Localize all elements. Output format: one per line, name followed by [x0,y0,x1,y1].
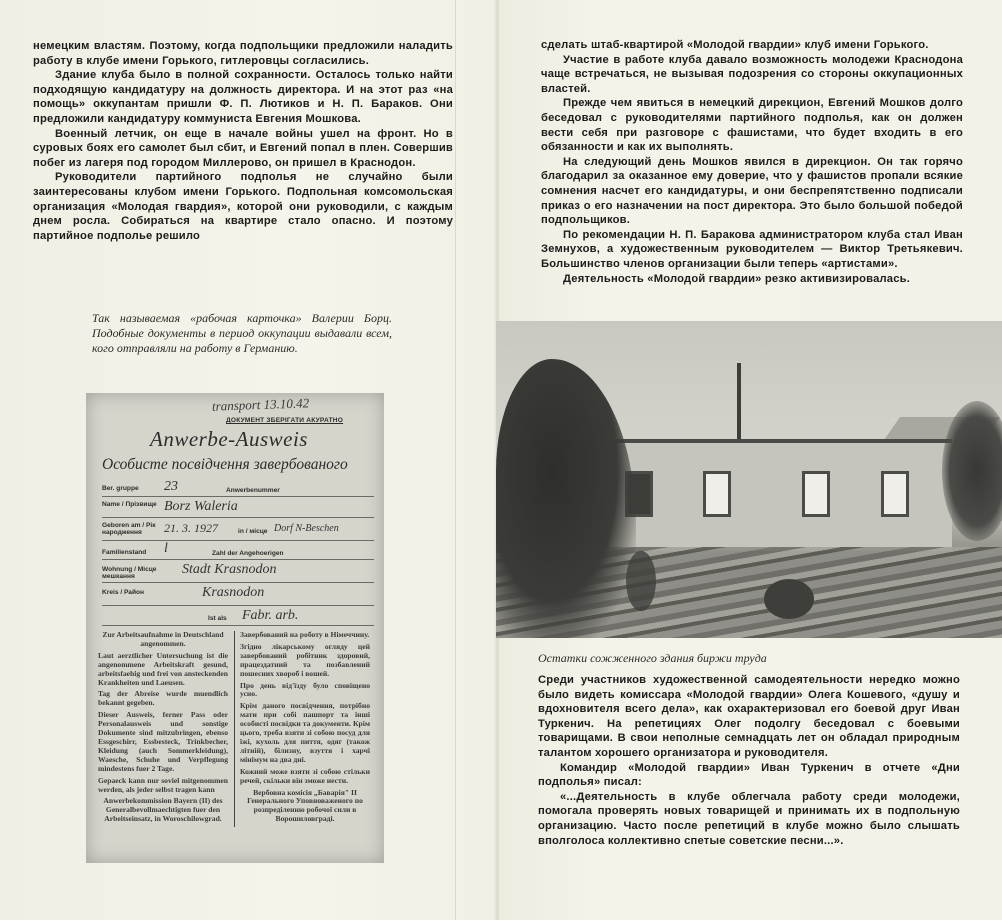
paragraph: По рекомендации Н. П. Баракова администратором клуба стал Иван Земнухов, а художественным руководителем — Виктор Третьякевич. Большинство членов организации были теперь «артистами». [541,228,963,270]
field-label: Anwerbenummer [226,487,280,494]
terms-paragraph: Згідно лікарському огляду цей завербований робітник здоровий, працездатний та позбавлений пошесних хвороб і вошей. [240,641,370,678]
paragraph: Прежде чем явиться в немецкий дирекцион, Евгений Мошков долго беседовал с руководителями партийного подполья, как он должен вести себя при разговоре с фашистами, что будет входить в его обязанности и как их выполнять. [541,97,963,154]
terms-paragraph: Zur Arbeitsaufnahme in Deutschland angenommen. [102,630,224,648]
terms-paragraph: Вербовна комісія „Баварія" II Генерального Уповноваженого по розпреділенню робочої сили в Ворошиловграді. [247,787,363,824]
document-figure-caption: Так называемая «рабочая карточка» Валерии Борц. Подобные документы в период оккупации выдавали всем, кого отправляли на работу в Германию. [92,311,392,356]
photo-bush [764,579,814,619]
field-district [102,583,374,606]
photo-window [703,471,731,517]
document-terms [98,631,374,827]
work-card-photo [86,393,384,863]
terms-paragraph: Gepaeck kann nur soviel mitgenommen werden, als jeder selbst tragen kann [98,775,228,794]
photo-ruined-wall [609,439,952,551]
quote-paragraph: «...Деятельность в клубе облегчала работу среди молодежи, помогала проверять новых товарищей и принимать их в подпольную организацию. Часто после репетиций в клубе можно было слышать вполголоса коллективно спетые советские песни...». [538,790,960,847]
paragraph: Руководители партийного подполья не случайно были заинтересованы клубом имени Горького. Подпольная комсомольская организация «Молодая гвардия», которой они руководили, с каждым днем росла. Собираться на квартире стало опасно. И поэтому партийное подполье решило [33,171,453,242]
terms-ukrainian [240,631,370,827]
column-divider [234,631,235,827]
left-body-text [33,39,453,243]
field-value: 21. 3. 1927 [164,521,218,535]
terms-paragraph: Dieser Ausweis, ferner Pass oder Personalausweis und sonstige Dokumente sind mitzubringen, ebenso Essgeschirr, Essbesteck, Trinkbecher, Kleidung (auch Sommerkleidung), Waesche, Schuhe und Verpflegung mindestens fuer 2 Tage. [98,710,228,773]
terms-paragraph: Крім даного посвідчення, потрібно мати при собі пашпорт та інші особисті посвідки та документи. Крім цього, треба взяти зі собою посуд для їжі, кухоль для пиття, одяг (також літній), білизну, взуття і харчі мінімум на два дні. [240,701,370,764]
paragraph: Среди участников художественной самодеятельности нередко можно было видеть комиссара «Молодой гвардии» Олега Кошевого, «душу и вдохновителя всего дела», как охарактеризовал его боевой друг Иван Туркенич. На репетициях Олег подолгу беседовал с боевыми товарищами. В свои неполные семнадцать лет он обладал природным талантом хорошего организатора и руководителя. [538,674,960,759]
field-value: l [164,541,168,556]
field-family-status [102,541,374,560]
paragraph: сделать штаб-квартирой «Молодой гвардии» клуб имени Горького. [541,39,929,51]
right-body-text-top [541,38,963,286]
paragraph: Деятельность «Молодой гвардии» резко активизировалась. [563,272,911,285]
terms-paragraph: Anwerbekommission Bayern (II) des Generalbevollmaechtigten fuer den Arbeitseinsatz, in Woroschilowgrad. [103,796,223,824]
building-photo-caption: Остатки сожженного здания биржи труда [538,651,767,665]
burned-building-photo [496,321,1002,638]
field-value: Dorf N-Beschen [274,523,339,534]
paragraph: немецким властям. Поэтому, когда подпольщики предложили наладить работу в клубе имени Горького, гитлеровцы согласились. [33,40,453,67]
field-value: Stadt Krasnodon [182,562,277,577]
field-label: in / місце [238,528,268,535]
field-label: Zahl der Angehoerigen [212,550,284,557]
photo-window [802,471,830,517]
paragraph: Командир «Молодой гвардии» Иван Туркенич в отчете «Дни подполья» писал: [538,761,960,789]
field-label: Name / Прізвище [102,501,157,508]
paragraph: Военный летчик, он еще в начале войны ушел на фронт. Но в суровых боях его самолет был сбит, и Евгений попал в плен. Совершив побег из лагеря под городом Миллерово, он пришел в Краснодон. [33,127,453,169]
handwritten-date: transport 13.10.42 [211,395,310,414]
photo-tree [496,359,636,638]
field-value: Borz Waleria [164,499,238,514]
field-name [102,497,374,518]
terms-paragraph: Laut aerztlicher Untersuchung ist die angenommene Arbeitskraft gesund, arbeitsfaehig und frei von ansteckenden Krankheiten und Laeusen. [98,650,228,687]
photo-pole [737,363,741,441]
paper-crease [455,0,456,920]
terms-paragraph: Завербований на роботу в Німеччину. [240,630,370,639]
terms-german [98,631,228,827]
photo-bush [626,551,656,611]
paragraph: На следующий день Мошков явился в дирекцион. Он так горячо благодарил за оказанное ему доверие, что у фашистов пропали всякие сомнения насчет его кандидатуры, и они беспрепятственно подписали приказ о его назначении на пост директора. Это было большой победой подпольщиков. [541,155,963,227]
photo-window [881,471,909,517]
field-group [102,479,374,497]
paragraph: Здание клуба было в полной сохранности. Осталось только найти подходящую кандидатуру на должность директора. И на этот раз «на помощь» оккупантам пришли Ф. П. Лютиков и Н. П. Бараков. Они предложили кандидатуру коммуниста Евгения Мошкова. [33,69,453,125]
field-label: Ist als [208,615,227,622]
field-value: Krasnodon [202,585,265,600]
field-label: Familienstand [102,549,147,556]
field-value: 23 [164,479,178,494]
terms-paragraph: Кожний може взяти зі собою стільки речей, скільки він зможе нести. [240,766,370,785]
field-value: Fabr. arb. [242,608,299,623]
field-label: Kreis / Район [102,589,145,596]
terms-paragraph: Tag der Abreise wurde muendlich bekannt gegeben. [98,689,228,708]
document-fields [102,479,374,627]
field-occupation [102,606,374,626]
right-body-text-bottom [538,673,960,848]
paragraph: Участие в работе клуба давало возможность молодежи Краснодона чаще встречаться, не вызывая подозрения со стороны оккупационных властей. [541,53,963,95]
terms-paragraph: Про день від'їзду було сповіщено усно. [240,680,370,699]
document-title-german: Anwerbe-Ausweis [150,427,308,451]
document-warning: ДОКУМЕНТ ЗБЕРІГАТИ АКУРАТНО [226,417,344,424]
field-label: Ber. gruppe [102,485,139,492]
field-birth [102,518,374,541]
field-label: Geboren am / Рік народження [102,522,156,537]
document-title-ukrainian: Особисте посвідчення завербованого [102,456,348,473]
field-residence [102,560,374,583]
field-label: Wohnung / Місце мешкання [102,566,157,581]
